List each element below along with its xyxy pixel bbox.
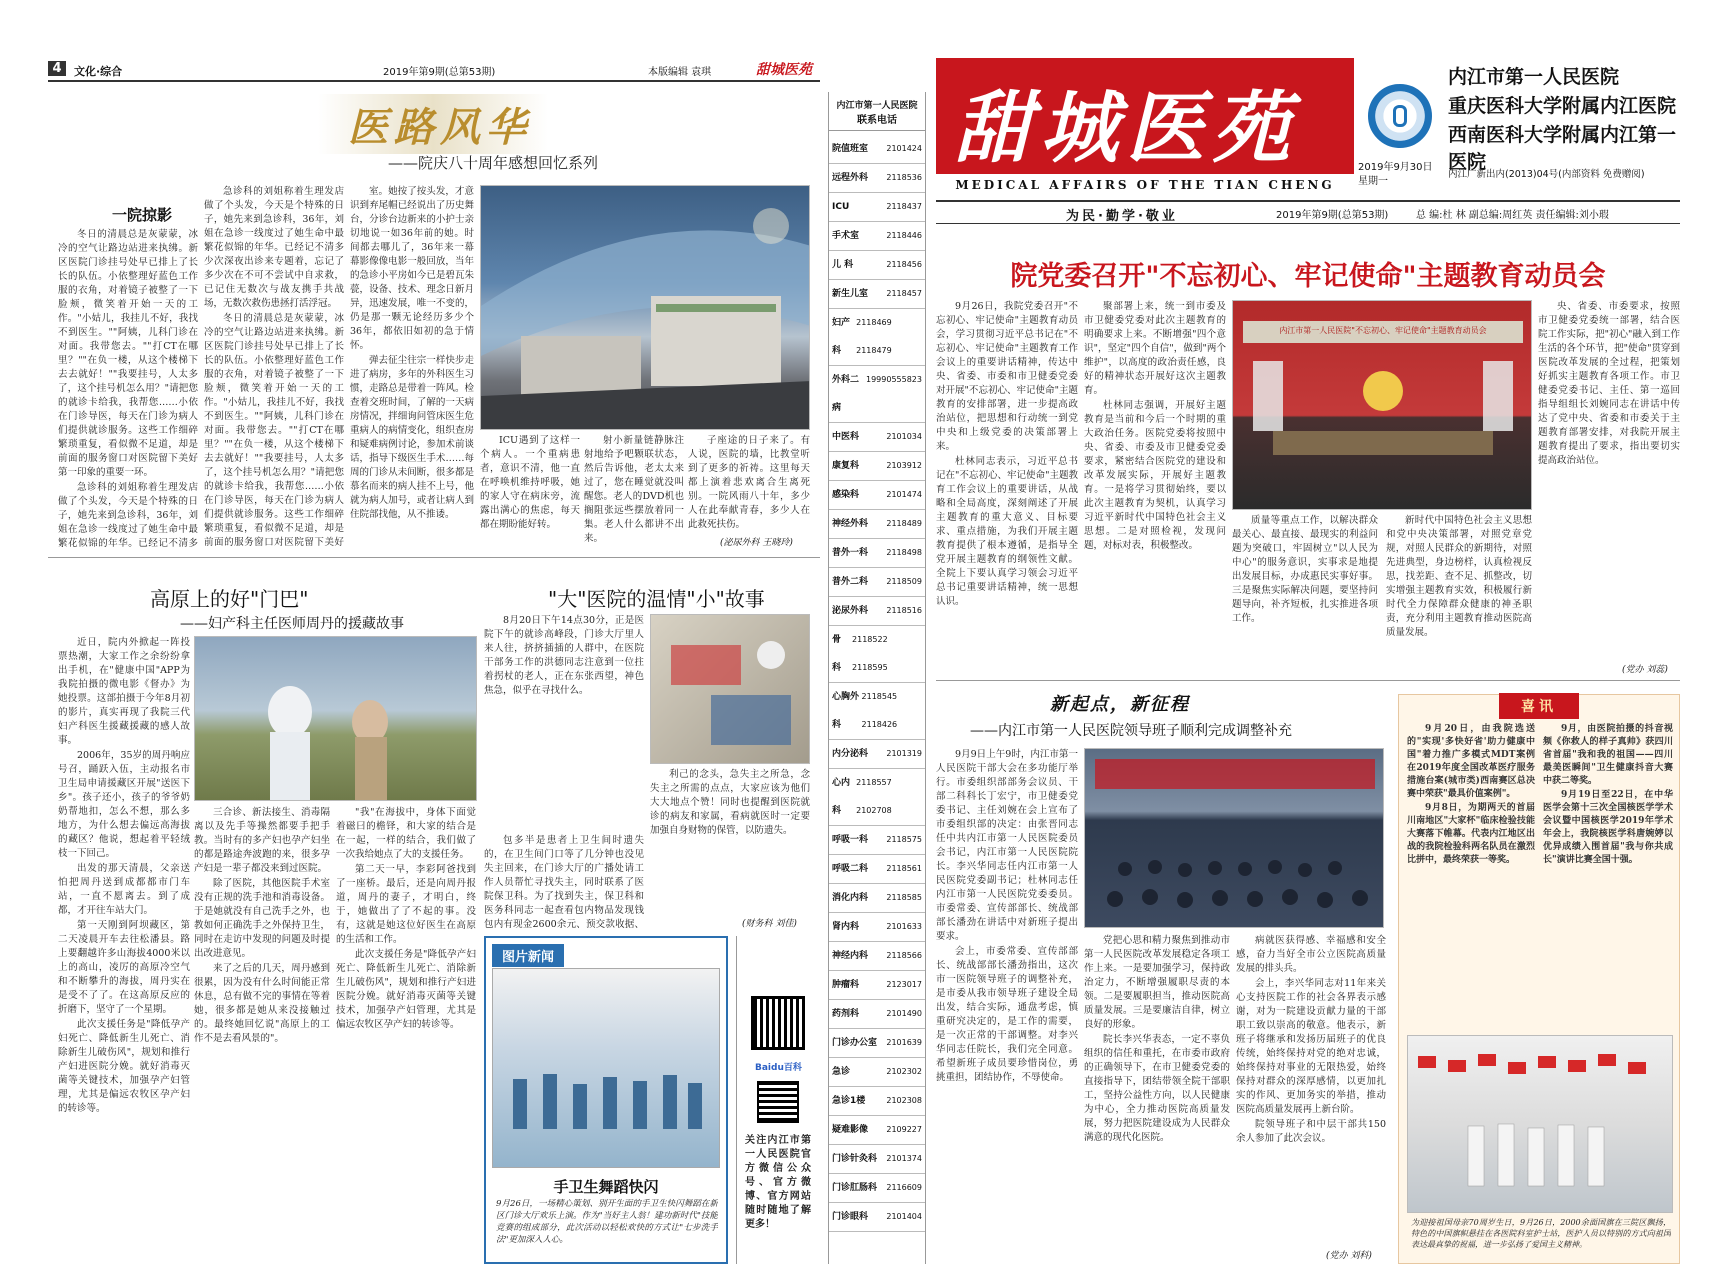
memoir-article1-title: 一院掠影 — [112, 206, 173, 224]
plateau-para: 出发的那天清晨，父亲送怕把周丹送到成都都市门车站，一直不愿离去。到了成都，才开往车站大门。 — [58, 863, 190, 916]
contact-row — [829, 971, 925, 1000]
newstart-para: 9月9日上午9时，内江市第一人民医院干部大会在多功能厅举行。市委组织部部务会议员、干部二科科长丁宏宁，市卫健委党委书记、主任刘婉在会上宣布了市委组织部的决定：由张晋同志任中共内江市第一人民医院委员会书记，内江市第一人民医院院长。李兴华同志任内江市第一人民医院党委副书记；杜林同志任内江市第一人民医院党委委员。市委常委、宣传部部长、统战部部长潘劲在讲话中对新班子提出要求。 — [936, 749, 1078, 942]
contact-number: 2101474 — [886, 490, 922, 499]
memoir-para: 射小新量链静脉注射地给予吧颗联状态，然后告诉他，老太太来过了，您在睡觉就没叫醒您。老人的DVD机也搁阻张远些摆放着同一集。老人什么都讲不出来。 — [584, 435, 684, 544]
hospital-building-photo — [480, 185, 810, 430]
contact-row — [829, 826, 925, 855]
masthead-date: 2019年9月30日 — [1358, 162, 1433, 173]
contact-row — [829, 1058, 925, 1087]
masthead-logo-bg — [936, 58, 1354, 174]
headline-title: 院党委召开"不忘初心、牢记使命"主题教育动员会 — [1010, 261, 1606, 292]
contact-dept: 普外二科 — [832, 577, 869, 587]
contact-dept: 院值班室 — [832, 144, 869, 154]
contact-dept: 肾内科 — [832, 922, 860, 932]
page-editor: 本版编辑 袁琪 — [648, 67, 712, 78]
contact-number: 2101490 — [886, 1009, 922, 1018]
contact-number: 2109227 — [886, 1125, 922, 1134]
masthead-title: 甜城医苑 — [954, 83, 1299, 174]
contact-number: 2118545 2118426 — [861, 692, 898, 729]
bighosp-para: 利己的念头，急失主之所急，念失主之所需的点点，大家应该为他们大大地点个赞！同时也提醒到医院就诊的病友和家属，看病就医时一定要加强自身财物的保管，以防遗失。 — [650, 769, 810, 836]
contact-row — [829, 539, 925, 568]
plateau-title: 高原上的好"门巴" — [150, 587, 309, 611]
contact-dept: 骨 科 — [832, 635, 842, 673]
contact-number: 2118456 — [886, 260, 922, 269]
memoir-para: 冬日的清晨总是灰蒙蒙，冰冷的空气让路边站进来执绋。新区医院门诊挂号处早已排上了长长的队伍。小依整理好蓝色工作服的衣角，对着镜子被整了一下脸颊，微笑着开始一天的工作。"小姑儿，我挂儿不好，我找不到医生。""阿姨，儿科门诊在对面。我带您去。""打CT在哪里？""在负一楼，从这个楼梯下去去就好！""我要挂号，人太多了，这个挂号机怎么用？"请把您的就诊卡给我，我帮您……小依在门诊导医，每天在门诊为病人们提供就诊服务。这些工作细碎繁琐重复，看似微不足道，却是前面的服务窗口对医院留下美好 — [204, 313, 344, 548]
publication-permit: 内江广新出内(2013)04号(内部资料 免费赠阅) — [1448, 169, 1645, 180]
headline-col-2 — [1084, 300, 1226, 676]
contact-number: 2118566 — [886, 951, 922, 960]
contact-dept: 门诊眼科 — [832, 1212, 869, 1222]
plateau-col-1 — [58, 636, 190, 1264]
headline-col-4 — [1386, 514, 1532, 676]
photo-news-label: 图片新闻 — [492, 944, 564, 967]
newstart-title: 新起点，新征程 — [1050, 694, 1190, 715]
mini-logo: 甜城医苑 — [756, 62, 812, 78]
contact-dept: 药剂科 — [832, 1009, 860, 1019]
headline-para: 央、省委、市委要求，按照市卫健委党委统一部署，结合医院工作实际，把"初心"融入到工作生活的各个环节，把"使命"贯穿到医院改革发展的全过程，把策划好抓实主题教育各项工作。市卫健委党委书记、主任、第一巡回指导组组长刘婉同志在讲话中传达了党中央、省委和市委关于主题教育部署安排，对我院开展主题教育提出了要求，指出要切实提高政治站位。 — [1538, 301, 1680, 466]
plateau-para: 三合诊、新法接生、消毒隔离以及先手等操然都要手把手教。当时有的多产妇也孕产妇坐的都是路途奔波跑的来，很多孕产妇是一辈子都没来到过医院。 — [194, 807, 330, 874]
contact-row — [829, 884, 925, 913]
contact-dept: 心胸外科 — [832, 692, 860, 730]
headline-para: 9月26日，我院党委召开"不忘初心、牢记使命"主题教育动员会，学习贯彻习近平总书记在"不忘初心、牢记使命"主题教育工作会议上的重要讲话精神，传达中央、省委、市委和市卫健委党委对开展"不忘初心、牢记使命"主题教育的安排部署，进一步提高政治站位，把思想和行动统一到党中央和上级党委的决策部署上来。 — [936, 301, 1078, 452]
newstart-credit: (党办 刘科) — [1326, 1251, 1372, 1261]
memoir-title: 医路风华 — [348, 104, 532, 151]
contact-number: 2101424 — [886, 144, 922, 153]
contact-row — [829, 1029, 925, 1058]
memoir-subtitle: ——院庆八十周年感想回忆系列 — [388, 154, 599, 172]
memoir-col-5 — [584, 434, 684, 550]
contact-dept: 疑难影像 — [832, 1125, 869, 1135]
dance-graphic — [493, 969, 721, 1169]
headline-col-3 — [1232, 514, 1378, 676]
masthead-issue: 2019年第9期(总第53期) — [1276, 210, 1389, 221]
memoir-col-1 — [58, 228, 198, 550]
photo-news-title: 手卫生舞蹈快闪 — [553, 1178, 659, 1196]
contact-row — [829, 913, 925, 942]
contact-dept: 泌尿外科 — [832, 606, 869, 616]
newstart-para: 会上，李兴华同志对11年来关心支持医院工作的社会各界表示感谢，对为一院建设贡献力量的干部职工致以崇高的敬意。他表示，新班子将继承和发扬历届班子的优良传统，始终保持对党的绝对忠诚，始终保持对事业的无限热爱，始终保持对群众的深厚感情，以更加扎实的作风、更加务实的举措，推动医院高质量发展再上新台阶。 — [1236, 978, 1386, 1115]
contact-number: 2101639 — [886, 1038, 922, 1047]
contact-dept: 门诊肛肠科 — [832, 1183, 878, 1193]
newstart-para: 会上，市委常委、宣传部部长、统战部部长潘劲指出，这次市一医院领导班子的调整补充，是市委从我市领导班子建设全局出发，结合实际，通盘考虑，慎重研究决定的，是工作的需要，是一次正常的干部调整。对李兴华同志任院长，我们完全同意。希望新班子成员要珍惜岗位，勇挑重担，团结协作，不辱使命。 — [936, 946, 1078, 1083]
contact-number: 2118489 — [886, 519, 922, 528]
contact-row — [829, 683, 925, 740]
memoir-para: 急诊科的刘姐称着生理发店做了个头发，今天是个特殊的日子，她先来到急诊科，36年，刘姐在急诊一线度过了她生命中最繁花似锦的年华。已经记不清多 — [58, 482, 198, 549]
meeting-banner-text: 内江市第一人民医院"不忘初心、牢记使命"主题教育动员会 — [1279, 326, 1487, 335]
plateau-subtitle: ——妇产科主任医师周丹的援藏故事 — [180, 616, 404, 632]
contact-dept: 感染科 — [832, 490, 860, 500]
plateau-col-3 — [336, 806, 476, 1264]
contact-dept: 普外一科 — [832, 548, 869, 558]
contact-number: 2101034 — [886, 432, 922, 441]
contact-row — [829, 452, 925, 481]
contact-number: 2116609 — [886, 1183, 922, 1192]
memoir-col-4 — [480, 434, 580, 550]
headline-col-1 — [936, 300, 1078, 676]
headline-col-5 — [1538, 300, 1680, 660]
contacts-header-1: 内江市第一人民医院 — [836, 101, 918, 111]
contact-number: 2118457 — [886, 289, 922, 298]
contact-row — [829, 597, 925, 626]
contact-dept: 心内科 — [832, 778, 851, 816]
congrats-item: 9月20日，由我院选送的"实现'多快好省'助力健康中国"着力推广多模式MDT案例在2019年度全国改革医疗服务措施台案(城市类)西南赛区总决赛中荣获"最具价值案例"。 — [1407, 724, 1535, 799]
memoir-para: 室。她按了按头发，才意识到弃尾帽已经说出了历史舞台，分诊台边新来的小护士亲切地说一如36年前的她。时间都去哪儿了，36年来一幕幕影像像电影一般回放，当年的急诊小平房如今已是碧瓦朱甍，设备、技术、理念日新月异，迅速发展，唯一不变的，仍是那一颗无论经历多少个36年，都依旧如初的急于情怀。 — [350, 186, 474, 351]
contact-row — [829, 1000, 925, 1029]
contact-dept: 急诊 — [832, 1067, 851, 1077]
contact-row — [829, 1174, 925, 1203]
masthead-english: MEDICAL AFFAIRS OF THE TIAN CHENG — [955, 178, 1335, 192]
contact-row — [829, 1203, 925, 1232]
plateau-para: 第一天刚到阿坝藏区，第二天凌晨开车去往松潘县。路上要翻越许多山海拔4000米以上的高山，凌厉的高原冷空气和不断攀升的海拔，周丹实在是受不了了。在这高原反应的折磨下，坚守了一个星期。 — [58, 920, 190, 1015]
cadre-meeting-graphic — [1085, 749, 1384, 928]
contact-number: 2118446 — [886, 231, 922, 240]
contact-number: 2102308 — [886, 1096, 922, 1105]
newstart-col-2 — [1084, 934, 1230, 1264]
plateau-para: 2006年，35岁的周丹响应号召，踊跃入伍，主动报名市卫生局申请援藏区开展"送医下乡"。孩子还小，孩子的爷爷奶奶帮地扣，怎么不想，那么多地方，为什么想去偏远高海拔的藏区？他说，想起着平轻绒枝一下回己。 — [58, 750, 190, 859]
headline-credit: (党办 刘蕊) — [1622, 665, 1668, 675]
contact-number: 2101374 — [886, 1154, 922, 1163]
plateau-para: 近日，院内外掀起一阵投票热潮，大家工作之余纷纷拿出手机，在"健康中国"APP为我院拍摄的微电影《督办》为她投票。这部拍摄于今年8月初的影片，真实再现了我院三代妇产科医生援藏援藏的感人故事。 — [58, 637, 190, 746]
contact-row — [829, 135, 925, 164]
headline-para: 杜林同志强调，开展好主题教育是当前和今后一个时期的重大政治任务。医院党委将按照中央、省委、市委及市卫健委党委要求，紧密结合医院党的建设和改革发展实际，开展好主题教育。一是将学习贯彻始终，要以此次主题教育为契机，认真学习习近平新时代中国特色社会主义思想。二是对照检视，发现问题，对标对表，积极整改。 — [1084, 400, 1226, 551]
hospital-name-1: 内江市第一人民医院 — [1448, 66, 1620, 88]
headline-para: 杜林同志表示，习近平总书记在"不忘初心、牢记使命"主题教育工作会议上的重要讲话，从战略和全局高度，深刻阐述了开展主题教育的重大意义、目标要求、重点措施，为我们开展主题教育提供了根本遵循，是指导全党开展主题教育的纲领性文献。全院上下要认真学习领会习近平总书记重要讲话精神，统一思想认识。 — [936, 456, 1078, 607]
memoir-para: 冬日的清晨总是灰蒙蒙，冰冷的空气让路边站进来执绋。新区医院门诊挂号处早已排上了长长的队伍。小依整理好蓝色工作服的衣角，对着镜子被整了一下脸颊，微笑着开始一天的工作。"小姑儿，我挂儿不好，我找不到医生。""阿姨，儿科门诊在对面。我带您去。""打CT在哪里？""在负一楼，从这个楼梯下去去就好！""我要挂号，人太多了，这个挂号机怎么用？"请把您的就诊卡给我，我帮您……小依在门诊导医，每天在门诊为病人们提供就诊服务。这些工作细碎繁琐重复，看似微不足道，却是前面的服务窗口对医院留下美好第一印象的重要一环。 — [58, 229, 198, 478]
newstart-para: 院领导班子和中层干部共150余人参加了此次会议。 — [1236, 1119, 1386, 1144]
mobilization-meeting-photo — [1232, 300, 1532, 510]
contact-row — [829, 309, 925, 366]
contact-row — [829, 510, 925, 539]
qr-text: 关注内江市第一人民医院官方微信公众号、官方微博、官方网站随时随地了解更多！ — [745, 1135, 811, 1230]
contact-dept: 康复科 — [832, 461, 860, 471]
contacts-column — [828, 92, 926, 1264]
memoir-col-6 — [688, 434, 810, 534]
contacts-header-2: 联系电话 — [829, 111, 925, 131]
contact-number: 2118516 — [886, 606, 922, 615]
contact-row — [829, 568, 925, 597]
hospital-name-3: 西南医科大学附属内江第一医院 — [1448, 124, 1677, 173]
memoir-col-2 — [204, 185, 344, 550]
bighosp-credit: (财务科 刘佳) — [742, 919, 797, 929]
contact-dept: 手术室 — [832, 231, 860, 241]
contact-number: 19990555823 — [866, 375, 922, 384]
plateau-para: "我"在海拔中，身体下面觉着磁曰的檐铎，和大家的结合是在一起，一样的结合，我们做了一次我给她点了大的支援任务。 — [336, 807, 476, 860]
contact-dept: 消化内科 — [832, 893, 869, 903]
contact-row — [829, 222, 925, 251]
contact-dept: 中医科 — [832, 432, 860, 442]
contact-row — [829, 740, 925, 769]
memoir-banner — [48, 92, 820, 182]
flag-photo — [1407, 1035, 1673, 1213]
newstart-para: 院长李兴华表态，一定不辜负组织的信任和重托，在市委市政府的正确领导下，在市卫健委党委的直接指导下，团结带领全院干部职工，坚持公益性方向，以人民健康为中心，全力推动医院高质量发展，努力把医院建设成为人民群众满意的现代化医院。 — [1084, 1034, 1230, 1143]
section-divider — [936, 680, 1680, 681]
masthead-motto: 为民·勤学·敬业 — [1066, 209, 1178, 224]
photo-news-box — [484, 936, 728, 1264]
contact-dept: 门诊针灸科 — [832, 1154, 878, 1164]
contact-number: 2118557 2102708 — [856, 778, 892, 815]
bighosp-col-2 — [484, 834, 644, 929]
bighosp-graphic — [651, 615, 810, 764]
contact-row — [829, 423, 925, 452]
contact-number: 2118522 2118595 — [852, 635, 888, 672]
contact-dept: 远程外科 — [832, 173, 869, 183]
bighosp-photo — [650, 614, 810, 764]
hospital-name-2: 重庆医科大学附属内江医院 — [1448, 95, 1677, 117]
contact-dept: 外科二病 — [832, 375, 860, 413]
contact-number: 2123017 — [886, 980, 922, 989]
qr-box — [736, 936, 818, 1264]
contact-dept: 神经外科 — [832, 519, 869, 529]
contact-dept: 呼吸二科 — [832, 864, 869, 874]
contact-dept: 呼吸一科 — [832, 835, 869, 845]
headline-para: 质量等重点工作，以解决群众最关心、最直接、最现实的利益问题为突破口，牢固树立"以人民为中心"的服务意识，实事求是地提出发展目标，办成惠民实事好事。三是聚焦实际解决问题，要坚持问题导向，补齐短板，扎实推进各项工作。 — [1232, 515, 1378, 624]
left-page-header — [48, 60, 820, 82]
flag-photo-caption: 为迎接祖国母亲70周岁生日，9月26日，2000余面国旗在三院区飘扬，特色的中国旗帜悬挂在各医院科室护士站，医护人员以特别的方式向祖国表达最真挚的祝福，进一步弘扬了爱国主义精神。 — [1411, 1218, 1671, 1249]
contacts-list — [829, 135, 925, 1232]
plateau-para: 第二天一早，李彩阿爸找到了一座桥。最后，还是向周丹报道，周丹的妻子，才明白，终于，她做出了了不起的事。没有，这就是她这位好医生在高原的生活和工作。 — [336, 864, 476, 945]
qr-code — [751, 996, 805, 1050]
contact-row — [829, 280, 925, 309]
congrats-item: 9月，由医院拍摄的抖音视频《你救人的样子真帅》获四川省首届"我和我的祖国——四川最美医瞬间"卫生健康抖音大赛中获二等奖。 — [1543, 724, 1673, 786]
photo-news-image — [492, 968, 720, 1168]
contact-number: 2118575 — [886, 835, 922, 844]
plateau-col-2 — [194, 806, 330, 1264]
contact-row — [829, 855, 925, 884]
headline-para: 新时代中国特色社会主义思想和党中央决策部署，对照党章党规，对照人民群众的新期待，对照先进典型，身边榜样，认真检视反思，找差距、查不足、抓整改，切实增强主题教育实效，积极履行新时代全力保障群众健康的神圣职责，充分利用主题教育推动医院高质量发展。 — [1386, 515, 1532, 638]
congrats-box — [1398, 694, 1680, 1264]
memoir-para: 急诊科的刘姐称着生理发店做了个头发，今天是个特殊的日子，她先来到急诊科，36年，刘姐在急诊一线度过了她生命中最繁花似锦的年华。已经记不清多少次深夜出诊来专题着，忘记了多少次在不可不尝试中自求救，已记住无数次与战友携手共战场，无数次救伤患拯打活浮冠。 — [204, 186, 344, 309]
plateau-para: 来了之后的几天，周丹感到很累，因为没有什么时间能正常休息，总有做不完的事情在等着她，很多都是她从来没接触过的。最终她回忆说"高原上的工作不是去看风景的"。 — [194, 963, 330, 1044]
contact-row — [829, 942, 925, 971]
contact-row — [829, 193, 925, 222]
contact-dept: 内分泌科 — [832, 749, 869, 759]
contact-dept: 儿 科 — [832, 260, 854, 270]
congrats-label: 喜讯 — [1499, 693, 1579, 719]
congrats-item: 9月8日，为期两天的首届川南地区"大家杯"临床检验技能大赛落下帷幕。代表内江地区出战的我院检验科两名队员在激烈比拼中，最终荣获一等奖。 — [1407, 803, 1535, 865]
plateau-photo — [194, 636, 477, 801]
plateau-para: 此次支援任务是"降低孕产妇死亡、降低新生儿死亡、消除新生儿破伤风"，规划和推行产妇进医院分娩。就好消毒灭菌等关键技术，加强孕产妇管理，尤其是偏远农牧区孕产妇的转诊等。 — [58, 1019, 190, 1114]
contact-number: 2101404 — [886, 1212, 922, 1221]
page-number: 4 — [48, 61, 66, 76]
hospital-building-graphic — [481, 186, 810, 430]
contact-row — [829, 1116, 925, 1145]
masthead — [936, 58, 1680, 198]
section-divider — [48, 557, 820, 558]
seal-center-icon — [1393, 105, 1407, 127]
newstart-subtitle: ——内江市第一人民医院领导班子顺利完成调整补充 — [970, 723, 1292, 739]
contact-dept: 门诊办公室 — [832, 1038, 878, 1048]
contact-row — [829, 769, 925, 826]
contact-number: 2118509 — [886, 577, 922, 586]
contact-row — [829, 626, 925, 683]
contact-number: 2118469 2118479 — [856, 318, 892, 355]
issue-info: 2019年第9期(总第53期) — [383, 67, 496, 78]
memoir-para: 子座途的日子来了。有人说，医院的墙，比教堂听到了更多的祈祷。这里每天都上演着悲欢离合生离死别。一院风雨八十年，多少人在此奉献青春，多少人在此救死扶伤。 — [688, 435, 810, 530]
plateau-para: 除了医院，其他医院手术室没有正规的洗手池和消毒设备。于是她就没有自己洗手之外，也教如何正确洗手之外保持卫生，同时在走访中发现的问题及时提出改进意见。 — [194, 878, 330, 959]
contact-number: 2101319 — [886, 749, 922, 758]
newstart-para: 病就医获得感、幸福感和安全感，奋力当好全市公立医院高质量发展的排头兵。 — [1236, 935, 1386, 974]
plateau-para: 此次支援任务是"降低孕产妇死亡、降低新生儿死亡、消除新生儿破伤风"，规划和推行产妇进医院分娩。就好消毒灭菌等关键技术，加强孕产妇管理，尤其是偏远农牧区孕产妇的转诊等。 — [336, 949, 476, 1030]
contact-dept: 妇产科 — [832, 318, 851, 356]
contact-number: 2118585 — [886, 893, 922, 902]
qr-code-2 — [757, 1081, 799, 1123]
contact-row — [829, 251, 925, 280]
contact-number: 2118498 — [886, 548, 922, 557]
congrats-item: 9月19日至22日，在中华医学会第十三次全国核医学学术会议暨中国核医学2019年学术年会上，我院核医学科唐婉婷以优异成绩入围首届"我与你共成长"演讲比赛全国十强。 — [1543, 790, 1673, 865]
contact-dept: 神经内科 — [832, 951, 869, 961]
contact-dept: 新生儿室 — [832, 289, 869, 299]
masthead-rule — [936, 200, 1680, 224]
bighosp-col-3 — [650, 768, 810, 918]
memoir-col-3 — [350, 185, 474, 550]
cadre-meeting-photo — [1084, 748, 1384, 928]
contact-dept: 肿瘤科 — [832, 980, 860, 990]
masthead-staff: 总 编:杜 林 副总编:周红英 责任编辑:刘小瑕 — [1416, 210, 1609, 221]
contact-number: 2102302 — [886, 1067, 922, 1076]
plateau-graphic — [195, 637, 477, 801]
contact-dept: 急诊1楼 — [832, 1096, 866, 1106]
contact-row — [829, 164, 925, 193]
congrats-col-2 — [1543, 723, 1673, 1023]
newstart-para: 党把心思和精力聚焦到推动市第一人民医院改革发展稳定各项工作上来。一是要加强学习，保持政治定力，不断增强履职尽责的本领。二是要履职担当，推动医院高质量发展。三是要廉洁自律，树立良好的形象。 — [1084, 935, 1230, 1030]
headline-para: 聚部署上来，统一到市委及市卫健委党委对此次主题教育的明确要求上来。不断增强"四个意识"，坚定"四个自信"，做到"两个维护"，以高度的政治责任感，良好的精神状态开展好这次主题教育。 — [1084, 301, 1226, 396]
memoir-credit: (泌尿外科 王晓玲) — [720, 538, 793, 548]
newstart-col-3 — [1236, 934, 1386, 1244]
newstart-col-1 — [936, 748, 1078, 1264]
contact-dept: ICU — [832, 202, 850, 212]
congrats-col-1 — [1407, 723, 1535, 1023]
contact-row — [829, 1087, 925, 1116]
bighosp-para: 8月20日下午14点30分，正是医院下午的就诊高峰段，门诊大厅里人来人往，挤挤插插的人群中，在医院干部务工作的洪德同志注意到一位拄着拐杖的老人，正在东张西望，神色焦急，似乎在寻找什么。 — [484, 615, 644, 696]
contact-row — [829, 366, 925, 423]
bighosp-para: 包多半是患者上卫生间时遗失的，在卫生间门口等了几分钟也没见失主回来，在门诊大厅的广播处请工作人员帮忙寻找失主，同时联系了医院保卫科。为了找到失主，保卫科和医务科同志一起查看包内物品发现钱包内有现金2600余元、预交款收据、 — [484, 835, 644, 929]
hospital-seal — [1368, 84, 1432, 148]
photo-news-caption: 9月26日，一场精心策划、别开生面的手卫生快闪舞蹈在新区门诊大厅欢乐上演。作为"当好主人翁！建功新时代"技能竞赛的组成部分，此次活动以轻松欢快的方式让"七步洗手法"更加深入人心。 — [496, 1199, 718, 1245]
contact-number: 2101633 — [886, 922, 922, 931]
flag-graphic — [1408, 1036, 1674, 1214]
contact-number: 2103912 — [886, 461, 922, 470]
contact-row — [829, 481, 925, 510]
contact-number: 2118536 — [886, 173, 922, 182]
memoir-para: 弹去征尘往宗一样快步走进了病房，多年的外科医生习惯，走路总是带着一阵风。检查着交班时间，了解的一天病房情况，拌细询问管床医生危重病人的病情变化，组织查房和疑难病例讨论，参加术前谈话，指导下级医生手术……每周的门诊从未间断，很多都是慕名而来的病人挂不上号，他就为病人加号，或者让病人到住院部找他，从不推诿。 — [350, 355, 474, 520]
bighosp-title: "大"医院的温情"小"故事 — [548, 587, 765, 611]
contact-row — [829, 1145, 925, 1174]
masthead-weekday: 星期一 — [1358, 176, 1388, 187]
memoir-para: ICU遇到了这样一个病人。一个重病患者，意识不清，他一直在呼唤机维持呼吸，她的家人守在病床旁，流露出满心的焦虑，每天都在期盼能好转。 — [480, 435, 580, 530]
baidu-logo: Baidu百科 — [755, 1063, 802, 1073]
contact-number: 2118561 — [886, 864, 922, 873]
contact-number: 2118437 — [886, 202, 922, 211]
bighosp-col-1 — [484, 614, 644, 829]
section-name: 文化·综合 — [74, 65, 123, 78]
